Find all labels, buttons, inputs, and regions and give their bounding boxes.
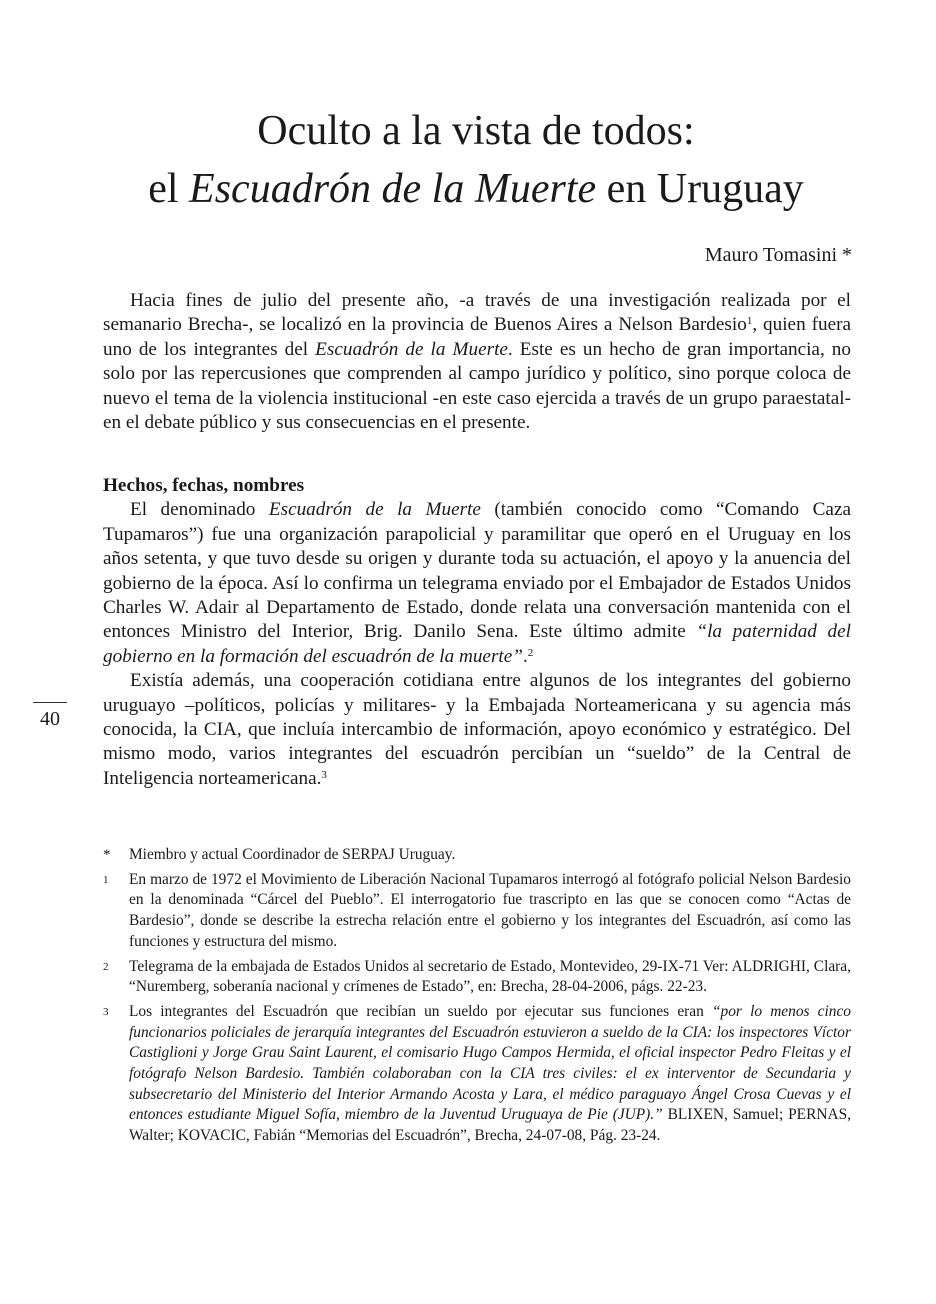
footnote-mark-1: 1 [103, 873, 109, 886]
footnote-3-text-1: Los integrantes del Escuadrón que recibían un sueldo por ejecutar sus funciones eran [129, 1002, 712, 1020]
section-heading: Hechos, fechas, nombres [103, 475, 305, 496]
facts-paragraph-1 [103, 498, 851, 669]
intro-section [103, 289, 851, 435]
intro-italic: Escuadrón de la Muerte [315, 338, 508, 360]
title-line-2-prefix: el [148, 166, 190, 212]
intro-paragraph [103, 289, 851, 435]
p1-text-2: (también conocido como “Comando Caza Tupamaros”) fue una organización parapolicial y paramilitar que operó en el Uruguay en los años setenta, y que tuvo desde su origen y durante toda su actuación, el apoyo y la anuencia del gobierno de la época. Así lo confirma un telegrama enviado por el Embajador de Estados Unidos Charles W. Adair al Departamento de Estado, donde relata una conversación mantenida con el entonces Ministro del Interior, Brig. Danilo Sena. Este último admite [103, 499, 851, 643]
title-line-1: Oculto a la vista de todos: [257, 108, 695, 154]
footnote-ref-3: 3 [321, 768, 327, 781]
footnote-star-text: Miembro y actual Coordinador de SERPAJ Uruguay. [129, 846, 456, 863]
facts-paragraph-2 [103, 669, 851, 791]
footnote-1-text: En marzo de 1972 el Movimiento de Liberación Nacional Tupamaros interrogó al fotógrafo policial Nelson Bardesio en la denominada “Cárcel del Pueblo”. El interrogatorio fue trascripto en las que se conocen como “Actas de Bardesio”, donde se describe la estrecha relación entre el gobierno y los integrantes del Escuadrón, así como las funciones y estructura del mismo. [129, 870, 851, 950]
footnote-3-quote: “por lo menos cinco funcionarios policiales de jerarquía integrantes del Escuadrón estuvieron a sueldo de la CIA: los inspectores Víctor Castiglioni y Jorge Grau Saint Laurent, el comisario Hugo Campos Hermida, el oficial inspector Pedro Fleitas y el fotógrafo Nelson Bardesio. También colaboraban con la CIA tres civiles: el ex interventor de Secundaria y subsecretario del Ministerio del Interior Armando Acosta y Lara, el médico paraguayo Ángel Crosa Cuevas y el entonces estudiante Miguel Sofía, miembro de la Juventud Uruguaya de Pie (JUP).” [129, 1002, 852, 1124]
p1-quote: “la paternidad del gobierno en la formación del escuadrón de la muerte” [103, 621, 851, 667]
page-number: 40 [40, 708, 60, 730]
p1-text-1: El denominado [130, 499, 269, 521]
page-number-rule [33, 702, 67, 703]
footnote-1 [103, 870, 851, 953]
facts-section [103, 474, 851, 791]
p1-italic: Escuadrón de la Muerte [268, 499, 481, 521]
title-line-2-italic: Escuadrón de la Muerte [189, 166, 597, 212]
footnote-2 [103, 957, 851, 998]
footnotes [103, 845, 851, 1151]
p1-text-3: . [522, 645, 528, 667]
footnote-mark-2: 2 [103, 960, 109, 973]
footnote-mark-star: * [103, 847, 111, 863]
p2-text: Existía además, una cooperación cotidiana entre algunos de los integrantes del gobierno uruguayo –políticos, policías y militares- y la Embajada Norteamericana y su agencia más conocida, la CIA, que incluía intercambio de información, apoyo económico y estratégico. Del mismo modo, varios integrantes del escuadrón percibían un “sueldo” de la Central de Inteligencia norteamericana. [103, 670, 851, 789]
footnote-ref-2: 2 [527, 646, 534, 659]
footnote-3-text-2: BLIXEN, Samuel; PERNAS, Walter; KOVACIC, Fabián “Memorias del Escuadrón”, Brecha, 24-07-08, Pág. 23-24. [129, 1106, 851, 1145]
article-title [100, 102, 852, 218]
footnote-ref-1: 1 [746, 315, 753, 328]
intro-text-2: , quien fuera uno de los integrantes del [103, 314, 851, 360]
author-name: Mauro Tomasini * [704, 244, 852, 266]
intro-text-1: Hacia fines de julio del presente año, -a través de una investigación realizada por el semanario Brecha-, se localizó en la provincia de Buenos Aires a Nelson Bardesio [103, 290, 851, 336]
intro-text-3: . Este es un hecho de gran importancia, no solo por las repercusiones que comprenden al campo jurídico y político, sino porque coloca de nuevo el tema de la violencia institucional -en este caso ejercida a través de un grupo paraestatal- en el debate público y sus consecuencias en el presente. [103, 338, 851, 434]
footnote-mark-3: 3 [103, 1005, 109, 1018]
footnote-3 [103, 1002, 851, 1147]
footnote-2-text: Telegrama de la embajada de Estados Unidos al secretario de Estado, Montevideo, 29-IX-71 Ver: ALDRIGHI, Clara, “Nuremberg, soberanía nacional y crímenes de Estado”, en: Brecha, 28-04-2006, págs. 22-23. [129, 957, 851, 996]
title-line-2-suffix: en Uruguay [596, 166, 804, 212]
footnote-star [103, 845, 851, 866]
